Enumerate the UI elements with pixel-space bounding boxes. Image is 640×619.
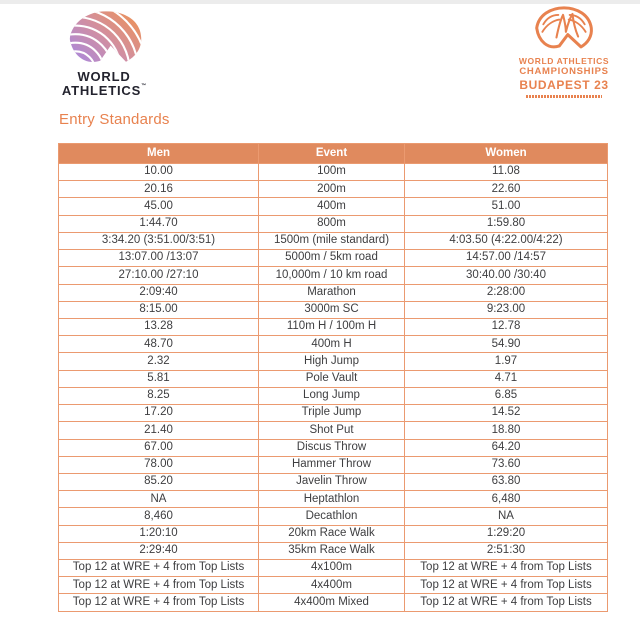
table-cell: 4.71 [405,370,608,387]
table-cell: Marathon [259,284,405,301]
table-cell: 27:10.00 /27:10 [59,267,259,284]
table-cell: 400m H [259,336,405,353]
table-row [59,164,608,181]
table-cell: 4:03.50 (4:22.00/4:22) [405,232,608,249]
table-cell: 67.00 [59,439,259,456]
table-row [59,318,608,335]
table-row [59,594,608,612]
table-cell: 10.00 [59,164,259,181]
table-cell: 20.16 [59,181,259,198]
table-cell: Top 12 at WRE + 4 from Top Lists [59,577,259,594]
budapest-logo-ornament-bar [526,95,602,98]
table-cell: 6,480 [405,491,608,508]
table-cell: 1.97 [405,353,608,370]
world-athletics-brand [56,8,152,99]
table-row [59,250,608,267]
table-cell: 1:44.70 [59,215,259,232]
budapest23-brand [505,4,623,98]
table-cell: 4x400m [259,577,405,594]
table-cell: 54.90 [405,336,608,353]
table-row [59,387,608,404]
table-cell: 20km Race Walk [259,525,405,542]
table-cell: Top 12 at WRE + 4 from Top Lists [405,560,608,577]
budapest-logo-line3: BUDAPEST 23 [519,77,609,92]
table-cell: 30:40.00 /30:40 [405,267,608,284]
table-row [59,491,608,508]
table-row [59,473,608,490]
table-cell: 73.60 [405,456,608,473]
table-cell: Decathlon [259,508,405,525]
budapest-logo-line2: CHAMPIONSHIPS [519,66,609,78]
table-cell: 21.40 [59,422,259,439]
budapest23-emblem-icon [532,4,596,54]
page-title: Entry Standards [59,111,170,128]
table-cell: 85.20 [59,473,259,490]
table-cell: 200m [259,181,405,198]
table-cell: Hammer Throw [259,456,405,473]
table-cell: NA [405,508,608,525]
wordmark-line1: WORLD [77,69,131,84]
table-row [59,542,608,559]
table-cell: Top 12 at WRE + 4 from Top Lists [59,594,259,612]
table-header-row [59,144,608,164]
entry-standards-table [58,143,608,612]
table-cell: Discus Throw [259,439,405,456]
wordmark-line2: ATHLETICS™ [61,83,147,99]
column-header-event: Event [259,144,405,164]
world-athletics-wordmark [56,70,152,99]
table-cell: 12.78 [405,318,608,335]
table-row [59,525,608,542]
table-cell: 5000m / 5km road [259,250,405,267]
table-cell: 45.00 [59,198,259,215]
table-cell: 14:57.00 /14:57 [405,250,608,267]
table-cell: 4x400m Mixed [259,594,405,612]
table-row [59,267,608,284]
table-cell: High Jump [259,353,405,370]
table-cell: 8,460 [59,508,259,525]
table-row [59,336,608,353]
table-cell: Top 12 at WRE + 4 from Top Lists [405,594,608,612]
table-cell: 2:51:30 [405,542,608,559]
table-cell: 13:07.00 /13:07 [59,250,259,267]
table-cell: 9:23.00 [405,301,608,318]
table-cell: 6.85 [405,387,608,404]
table-cell: 8:15.00 [59,301,259,318]
table-cell: 5.81 [59,370,259,387]
table-cell: 3000m SC [259,301,405,318]
table-cell: Pole Vault [259,370,405,387]
table-cell: 1500m (mile standard) [259,232,405,249]
table-row [59,198,608,215]
table-cell: 3:34.20 (3:51.00/3:51) [59,232,259,249]
table-cell: 110m H / 100m H [259,318,405,335]
table-cell: 400m [259,198,405,215]
table-body [59,164,608,612]
table-row [59,577,608,594]
table-cell: Heptathlon [259,491,405,508]
table-cell: Shot Put [259,422,405,439]
table-row [59,508,608,525]
table-cell: Triple Jump [259,405,405,422]
table-cell: 78.00 [59,456,259,473]
table-cell: Javelin Throw [259,473,405,490]
table-cell: 17.20 [59,405,259,422]
table-cell: 35km Race Walk [259,542,405,559]
table-cell: 14.52 [405,405,608,422]
table-cell: 22.60 [405,181,608,198]
table-cell: 2:29:40 [59,542,259,559]
table-row [59,301,608,318]
table-cell: 1:29:20 [405,525,608,542]
table-cell: 8.25 [59,387,259,404]
table-row [59,232,608,249]
table-cell: 100m [259,164,405,181]
table-cell: 800m [259,215,405,232]
table-row [59,405,608,422]
table-row [59,456,608,473]
table-cell: 51.00 [405,198,608,215]
table-cell: Top 12 at WRE + 4 from Top Lists [59,560,259,577]
table-row [59,353,608,370]
table-container [58,143,607,612]
table-cell: 64.20 [405,439,608,456]
column-header-women: Women [405,144,608,164]
table-row [59,422,608,439]
table-row [59,370,608,387]
table-cell: Long Jump [259,387,405,404]
table-cell: Top 12 at WRE + 4 from Top Lists [405,577,608,594]
table-row [59,181,608,198]
table-cell: 11.08 [405,164,608,181]
table-cell: 10,000m / 10 km road [259,267,405,284]
table-cell: 63.80 [405,473,608,490]
table-cell: 1:59.80 [405,215,608,232]
table-cell: 4x100m [259,560,405,577]
table-cell: 2.32 [59,353,259,370]
column-header-men: Men [59,144,259,164]
table-row [59,284,608,301]
table-cell: NA [59,491,259,508]
table-cell: 2:09:40 [59,284,259,301]
table-row [59,215,608,232]
world-athletics-fan-icon [64,8,144,66]
table-row [59,439,608,456]
table-row [59,560,608,577]
table-cell: 2:28:00 [405,284,608,301]
table-cell: 48.70 [59,336,259,353]
table-cell: 18.80 [405,422,608,439]
trademark-symbol: ™ [141,83,147,90]
budapest-logo-line1: WORLD ATHLETICS [518,56,610,66]
table-cell: 1:20:10 [59,525,259,542]
table-cell: 13.28 [59,318,259,335]
